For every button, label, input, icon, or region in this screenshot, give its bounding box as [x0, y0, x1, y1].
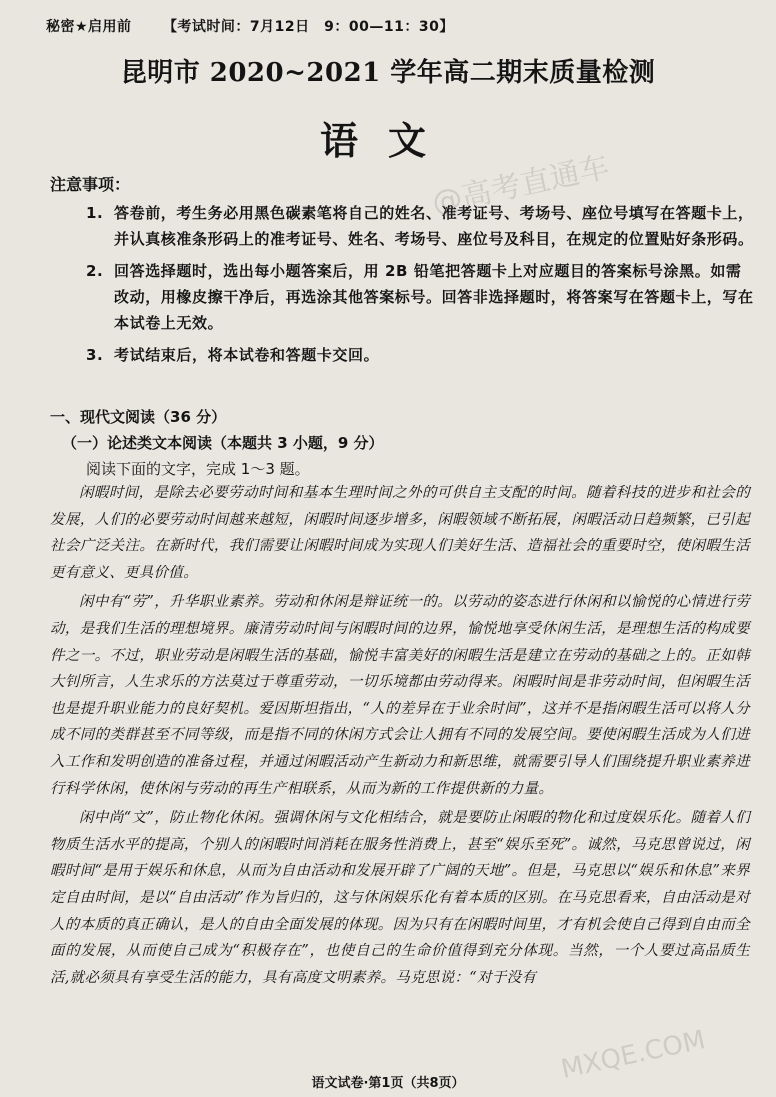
notice-item-text: 考试结束后，将本试卷和答题卡交回。	[114, 346, 380, 364]
exam-time: 【考试时间：7月12日 9：00—11：30】	[162, 19, 454, 35]
notice-item	[86, 342, 756, 368]
notice-item	[86, 258, 756, 336]
section-heading: 一、现代文阅读（36 分）	[50, 408, 227, 426]
notice-item-text: 答卷前，考生务必用黑色碳素笔将自己的姓名、准考证号、考场号、座位号填写在答题卡上，并认真核准条形码上的准考证号、姓名、考场号、座位号及科目，在规定的位置贴好条形码。	[114, 204, 754, 248]
page-footer: 语文试卷·第1页（共8页）	[311, 1076, 465, 1091]
notice-item-number: 1.	[86, 204, 104, 222]
passage-paragraph: 闲中尚“文”，防止物化休闲。强调休闲与文化相结合，就是要防止闲暇的物化和过度娱乐化。随着人们物质生活水平的提高，个别人的闲暇时间消耗在服务性消费上，甚至“娱乐至死”。诚然，马克思曾说过，闲暇时间“是用于娱乐和休息，从而为自由活动和发展开辟了广阔的天地”。但是，马克思以“娱乐和休息”来界定自由时间，是以“自由活动”作为旨归的，这与休闲娱乐化有着本质的区别。在马克思看来，自由活动是对人的本质的真正确认，是人的自由全面发展的体现。因为只有在闲暇时间里，才有机会使自己得到自由而全面的发展，从而使自己成为“积极存在”，也使自己的生命价值得到充分体现。当然，一个人要过高品质生活,就必须具有享受生活的能力，具有高度文明素养。马克思说：“对于没有	[50, 810, 750, 986]
notice-heading: 注意事项：	[50, 175, 131, 194]
notice-item-text: 回答选择题时，选出每小题答案后，用 2B 铅笔把答题卡上对应题目的答案标号涂黑。如需改动，用橡皮擦干净后，再选涂其他答案标号。回答非选择题时，将答案写在答题卡上，写在本试卷上无效。	[114, 262, 754, 332]
subsection-heading: （一）论述类文本阅读（本题共 3 小题，9 分）	[62, 434, 384, 452]
notice-list	[86, 200, 756, 374]
watermark: @高考直通车	[429, 149, 613, 222]
reading-passage	[50, 480, 750, 994]
exam-title: 昆明市 2020~2021 学年高二期末质量检测	[120, 58, 656, 88]
subject-title: 语文	[319, 118, 456, 163]
passage-paragraph: 闲暇时间，是除去必要劳动时间和基本生理时间之外的可供自主支配的时间。随着科技的进步和社会的发展，人们的必要劳动时间越来越短，闲暇时间逐步增多，闲暇领域不断拓展，闲暇活动日趋频繁，已引起社会广泛关注。在新时代，我们需要让闲暇时间成为实现人们美好生活、造福社会的重要时空，使闲暇生活更有意义、更具价值。	[50, 485, 750, 581]
header-line	[46, 16, 480, 36]
passage-paragraph: 闲中有“劳”，升华职业素养。劳动和休闲是辩证统一的。以劳动的姿态进行休闲和以愉悦的心情进行劳动，是我们生活的理想境界。廉清劳动时间与闲暇时间的边界，愉悦地享受休闲生活，是理想生活的构成要件之一。不过，职业劳动是闲暇生活的基础，愉悦丰富美好的闲暇生活是建立在劳动的基础之上的。正如韩大钊所言，人生求乐的方法莫过于尊重劳动，一切乐境都由劳动得来。闲暇时间是非劳动时间，但闲暇生活也是提升职业能力的良好契机。爱因斯坦指出，“人的差异在于业余时间”，这并不是指闲暇生活可以将人分成不同的类群甚至不同等级，而是指不同的休闲方式会让人拥有不同的发展空间。要使闲暇生活成为人们进入工作和发明创造的准备过程，并通过闲暇活动产生新动力和新思维，就需要引导人们围绕提升职业素养进行科学休闲，使休闲与劳动的再生产相联系，从而为新的工作提供新的力量。	[50, 594, 750, 797]
notice-item-number: 2.	[86, 262, 104, 280]
notice-item	[86, 200, 756, 252]
secret-label: 秘密★启用前	[46, 19, 132, 35]
notice-item-number: 3.	[86, 346, 104, 364]
reading-instruction: 阅读下面的文字，完成 1～3 题。	[86, 460, 310, 478]
watermark: MXQE.COM	[558, 1025, 708, 1085]
